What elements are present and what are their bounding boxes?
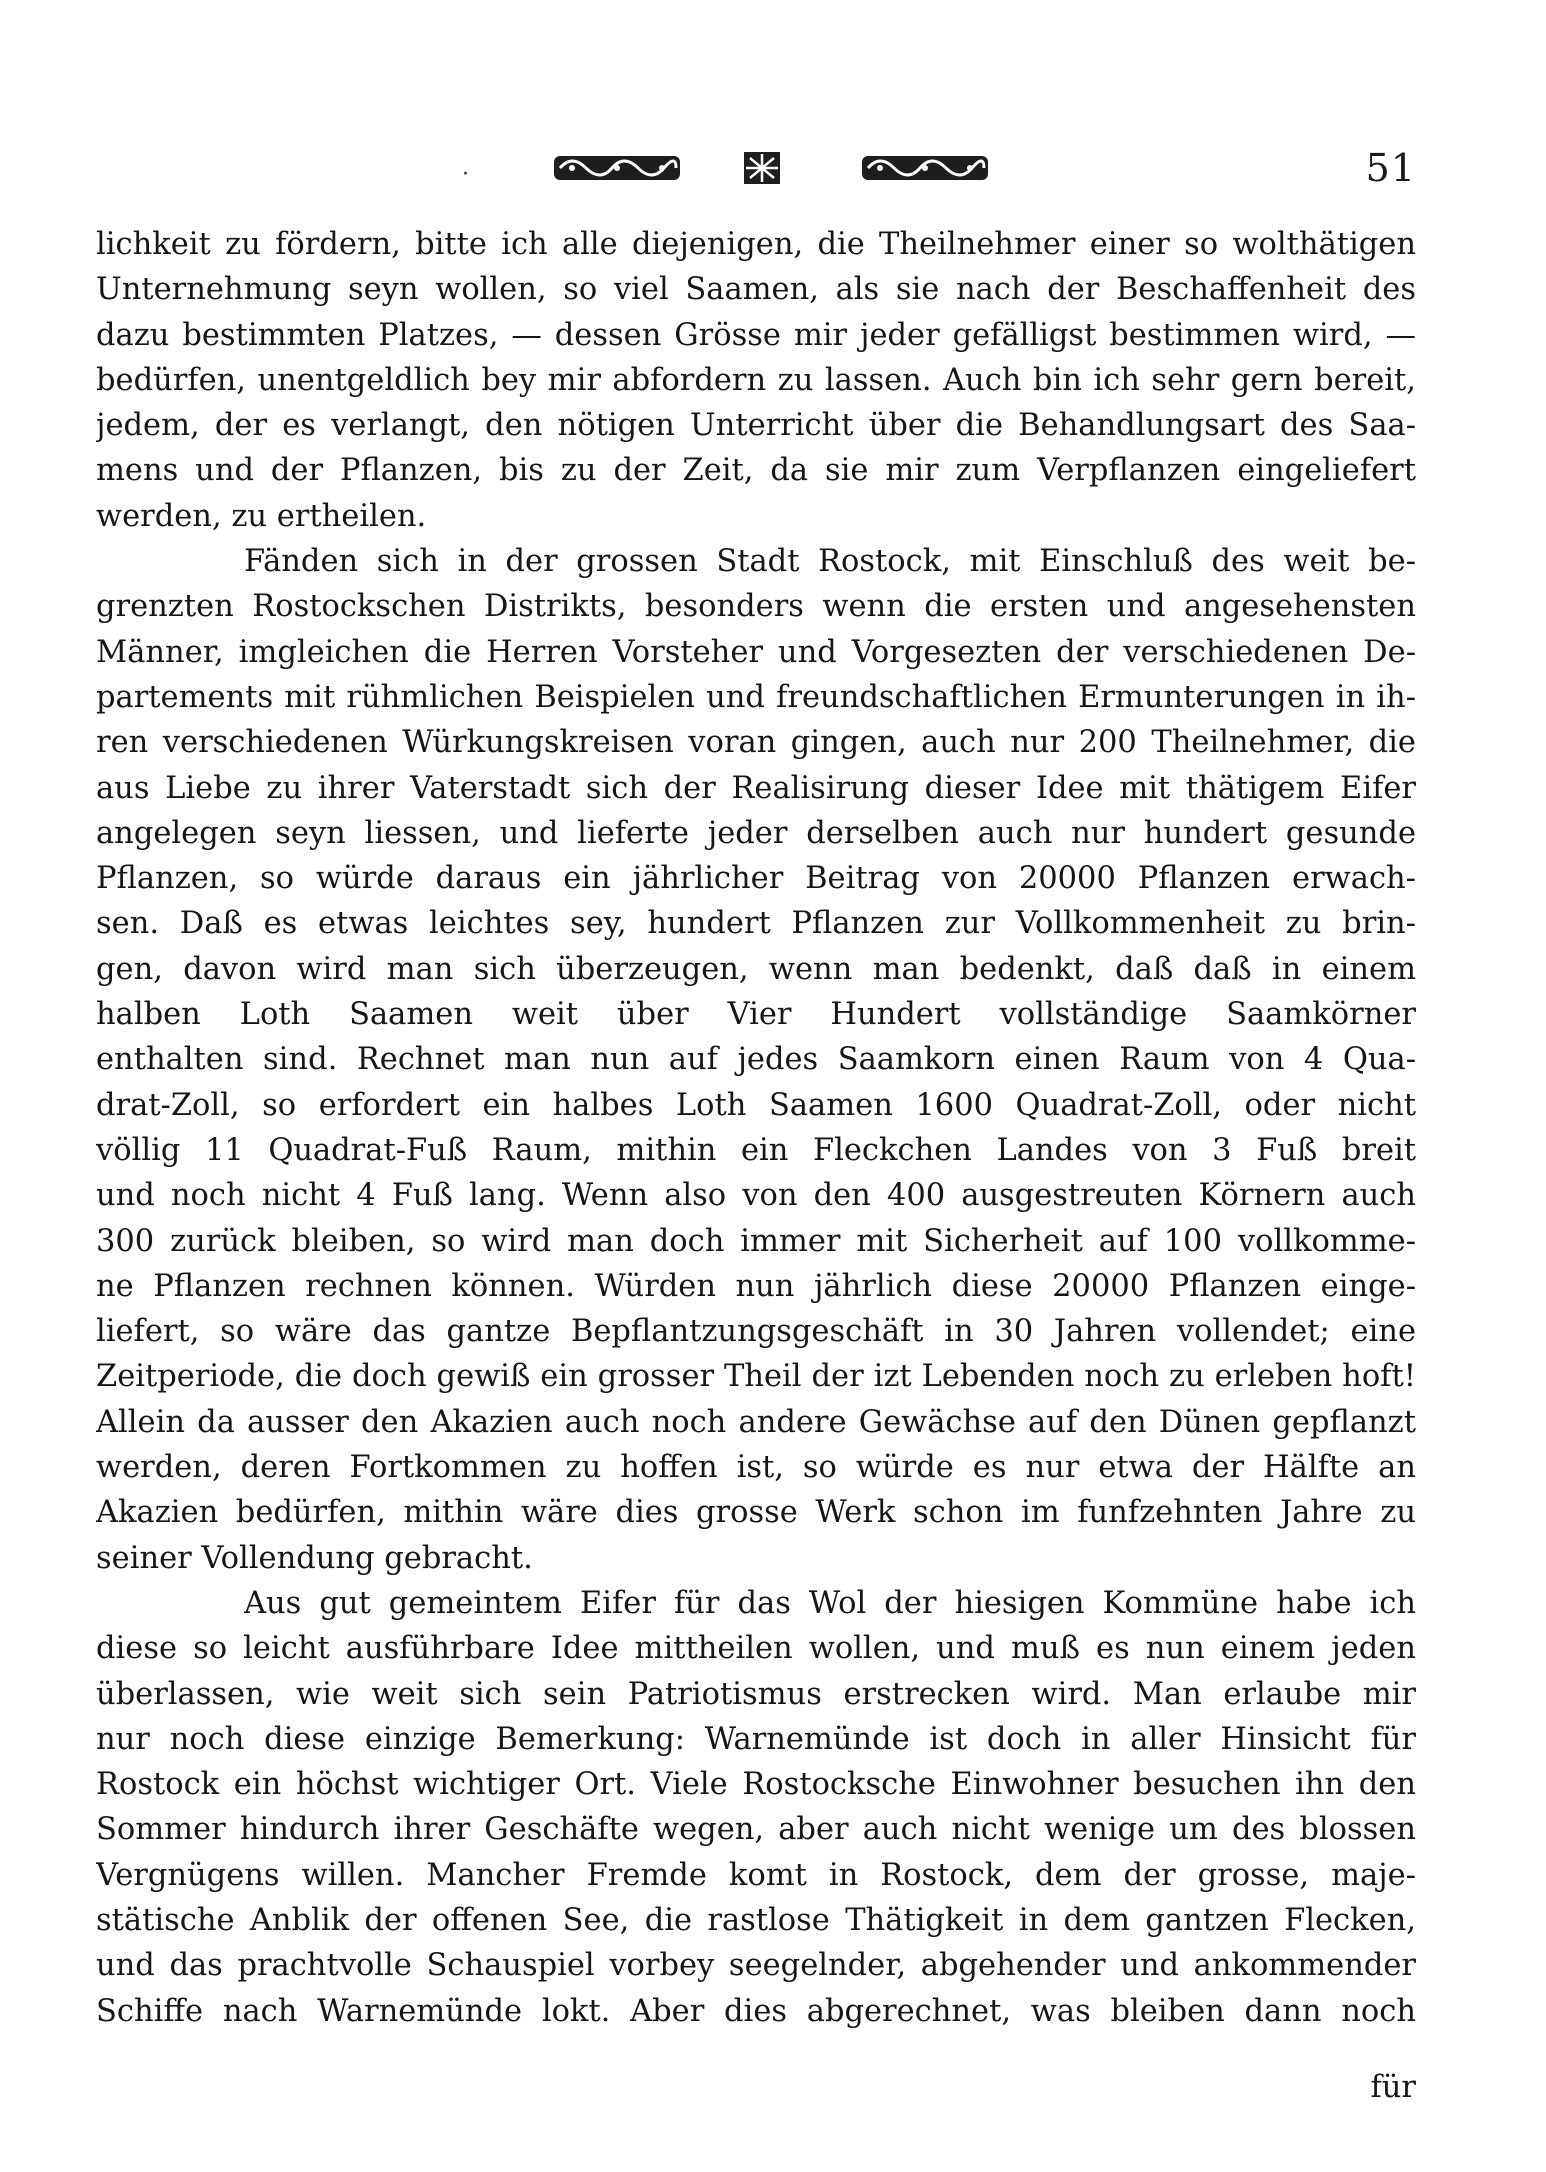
text-line: grenzten Rostockschen Distrikts, besonders wenn die ersten und angesehensten bbox=[96, 589, 1416, 625]
text-line: werden, deren Fortkommen zu hoffen ist, so würde es nur etwa der Hälfte an bbox=[96, 1450, 1416, 1486]
page-header bbox=[0, 140, 1546, 200]
text-line: Zeitperiode, die doch gewiß ein grosser Theil der izt Lebenden noch zu erleben hoft! bbox=[96, 1359, 1416, 1395]
text-line: Allein da ausser den Akazien auch noch andere Gewächse auf den Dünen gepflanzt bbox=[96, 1404, 1416, 1440]
text-line: Sommer hindurch ihrer Geschäfte wegen, aber auch nicht wenige um des blossen bbox=[96, 1812, 1416, 1848]
text-line: liefert, so wäre das gantze Bepflantzungsgeschäft in 30 Jahren vollendet; eine bbox=[96, 1314, 1416, 1350]
text-line: enthalten sind. Rechnet man nun auf jedes Saamkorn einen Raum von 4 Qua- bbox=[96, 1042, 1416, 1078]
text-line: partements mit rühmlichen Beispielen und freundschaftlichen Ermunterungen in ih- bbox=[96, 679, 1416, 715]
text-line: mens und der Pflanzen, bis zu der Zeit, da sie mir zum Verpflanzen eingeliefert bbox=[96, 453, 1416, 489]
text-line: Aus gut gemeintem Eifer für das Wol der hiesigen Kommüne habe ich bbox=[244, 1585, 1416, 1621]
text-line: Schiffe nach Warnemünde lokt. Aber dies abgerechnet, was bleiben dann noch bbox=[96, 1993, 1416, 2029]
text-line: bedürfen, unentgeldlich bey mir abfordern zu lassen. Auch bin ich sehr gern bereit, bbox=[96, 362, 1416, 398]
text-line: angelegen seyn liessen, und lieferte jeder derselben auch nur hundert gesunde bbox=[96, 815, 1416, 851]
text-line: diese so leicht ausführbare Idee mittheilen wollen, und muß es nun einem jeden bbox=[96, 1631, 1416, 1667]
text-line: lichkeit zu fördern, bitte ich alle diejenigen, die Theilnehmer einer so wolthätigen bbox=[96, 227, 1416, 262]
text-line: jedem, der es verlangt, den nötigen Unterricht über die Behandlungsart des Saa- bbox=[96, 408, 1416, 444]
text-line: gen, davon wird man sich überzeugen, wenn man bedenkt, daß daß in einem bbox=[96, 951, 1416, 987]
text-line: drat-Zoll, so erfordert ein halbes Loth Saamen 1600 Quadrat-Zoll, oder nicht bbox=[96, 1087, 1416, 1123]
text-line: nur noch diese einzige Bemerkung: Warnemünde ist doch in aller Hinsicht für bbox=[96, 1721, 1416, 1757]
page-number: 51 bbox=[1365, 146, 1416, 190]
text-line: Männer, imgleichen die Herren Vorsteher und Vorgesezten der verschiedenen De- bbox=[96, 634, 1416, 670]
body-text bbox=[96, 222, 1416, 2034]
text-line: überlassen, wie weit sich sein Patriotismus erstrecken wird. Man erlaube mir bbox=[96, 1676, 1416, 1712]
text-line: völlig 11 Quadrat-Fuß Raum, mithin ein Fleckchen Landes von 3 Fuß breit bbox=[96, 1132, 1416, 1168]
text-line: Fänden sich in der grossen Stadt Rostock, mit Einschluß des weit be- bbox=[244, 544, 1416, 580]
text-line: Unternehmung seyn wollen, so viel Saamen, als sie nach der Beschaffenheit des bbox=[96, 272, 1416, 308]
header-ornament-left bbox=[552, 148, 682, 188]
text-line: werden, zu ertheilen. bbox=[96, 498, 427, 534]
text-line: halben Loth Saamen weit über Vier Hundert vollständige Saamkörner bbox=[96, 997, 1416, 1033]
header-ornament-right bbox=[860, 148, 990, 188]
text-line: dazu bestimmten Platzes, — dessen Grösse mir jeder gefälligst bestimmen wird, — bbox=[96, 317, 1416, 353]
text-line: ne Pflanzen rechnen können. Würden nun jährlich diese 20000 Pflanzen einge- bbox=[96, 1268, 1416, 1304]
text-line: und das prachtvolle Schauspiel vorbey seegelnder, abgehender und ankommender bbox=[96, 1948, 1416, 1984]
text-line: Vergnügens willen. Mancher Fremde komt in Rostock, dem der grosse, maje- bbox=[96, 1857, 1416, 1893]
text-line: sen. Daß es etwas leichtes sey, hundert Pflanzen zur Vollkommenheit zu brin- bbox=[96, 906, 1416, 942]
text-line: aus Liebe zu ihrer Vaterstadt sich der Realisirung dieser Idee mit thätigem Eifer bbox=[96, 770, 1416, 806]
catchword: für bbox=[1370, 2070, 1416, 2105]
text-line: ren verschiedenen Würkungskreisen voran gingen, auch nur 200 Theilnehmer, die bbox=[96, 725, 1416, 761]
text-line: und noch nicht 4 Fuß lang. Wenn also von den 400 ausgestreuten Körnern auch bbox=[96, 1178, 1416, 1214]
text-line: Pflanzen, so würde daraus ein jährlicher Beitrag von 20000 Pflanzen erwach- bbox=[96, 861, 1416, 897]
text-line: stätische Anblik der offenen See, die rastlose Thätigkeit in dem gantzen Flecken, bbox=[96, 1902, 1416, 1938]
text-line: Rostock ein höchst wichtiger Ort. Viele Rostocksche Einwohner besuchen ihn den bbox=[96, 1767, 1416, 1803]
header-ornament-center bbox=[740, 148, 784, 188]
text-line: Akazien bedürfen, mithin wäre dies grosse Werk schon im funfzehnten Jahre zu bbox=[96, 1495, 1416, 1531]
text-line: seiner Vollendung gebracht. bbox=[96, 1540, 533, 1576]
header-dot: · bbox=[462, 162, 469, 187]
text-line: 300 zurück bleiben, so wird man doch immer mit Sicherheit auf 100 vollkomme- bbox=[96, 1223, 1416, 1259]
